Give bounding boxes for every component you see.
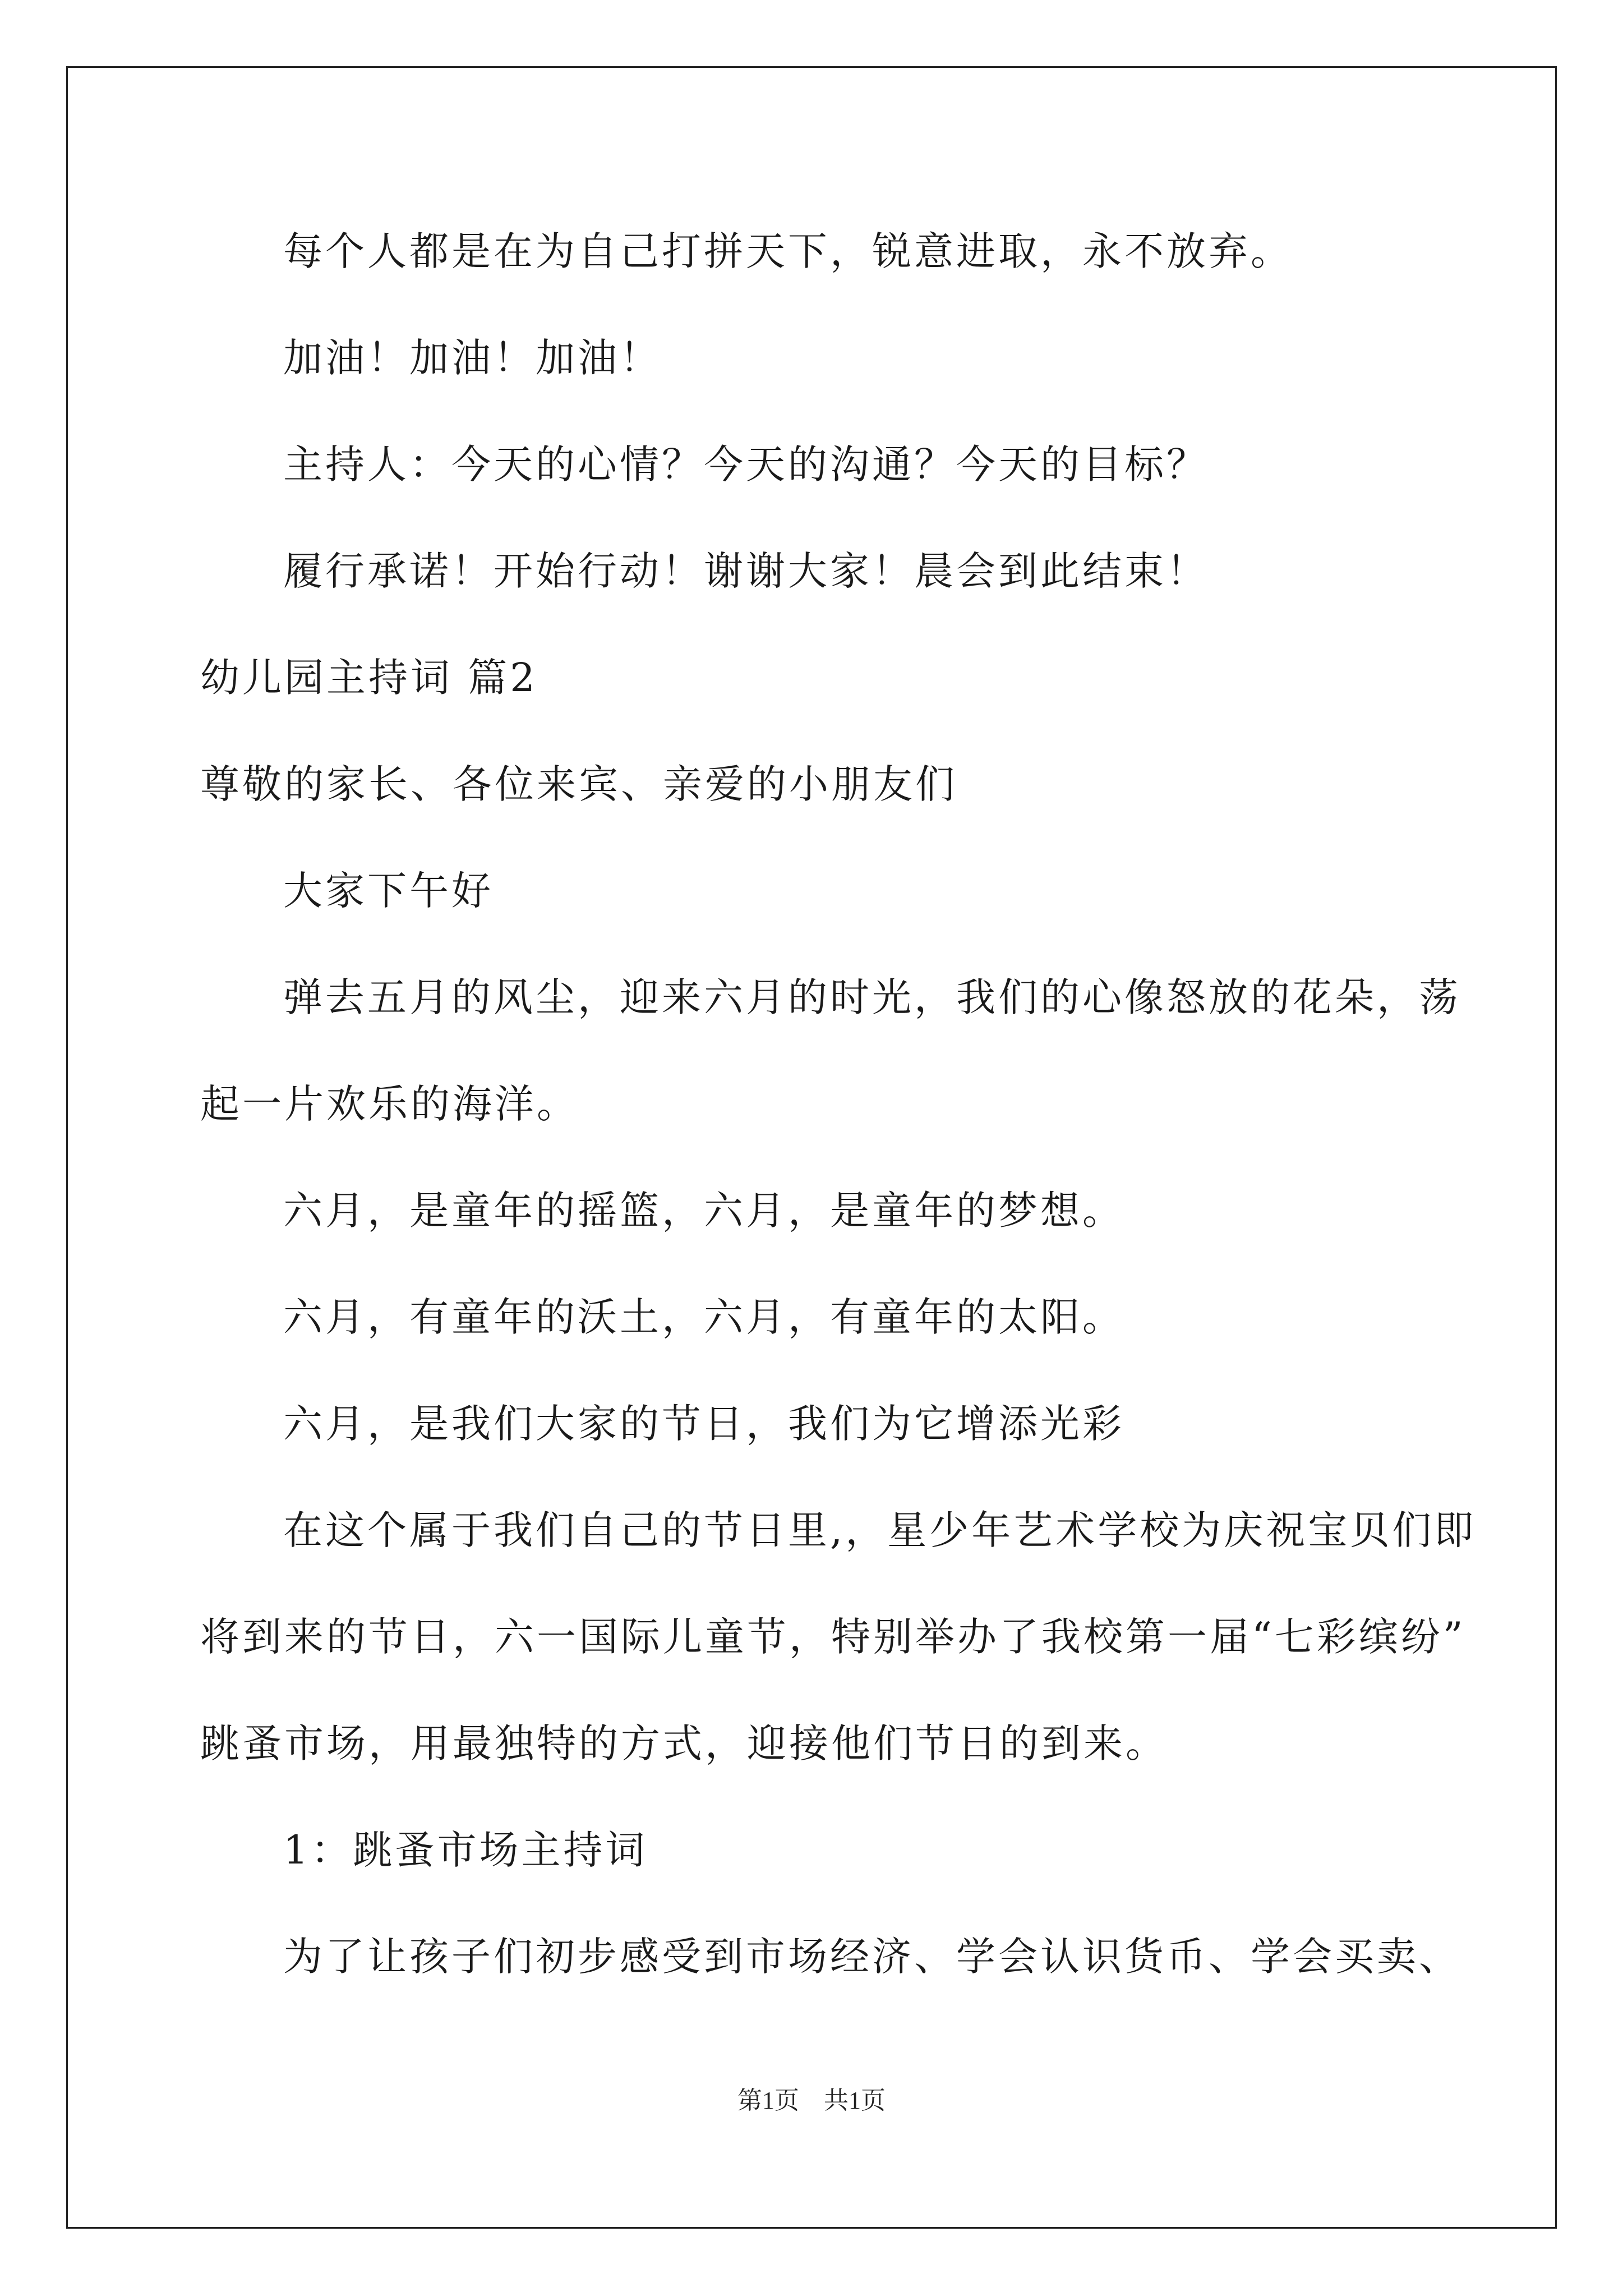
paragraph: 弹去五月的风尘，迎来六月的时光，我们的心像怒放的花朵，荡: [283, 974, 1461, 1020]
section-heading: 幼儿园主持词 篇2: [200, 655, 538, 701]
page-footer: 第1页 共1页: [737, 2087, 886, 2114]
paragraph: 每个人都是在为自己打拼天下，锐意进取，永不放弃。: [283, 228, 1293, 274]
paragraph: 主持人：今天的心情？今天的沟通？今天的目标？: [283, 441, 1209, 487]
paragraph: 尊敬的家长、各位来宾、亲爱的小朋友们: [200, 761, 957, 807]
paragraph-continuation: 起一片欢乐的海洋。: [200, 1081, 579, 1127]
paragraph: 在这个属于我们自己的节日里,，星少年艺术学校为庆祝宝贝们即: [283, 1507, 1477, 1553]
paragraph: 1：跳蚤市场主持词: [283, 1827, 648, 1873]
paragraph-continuation: 将到来的节日，六一国际儿童节，特别举办了我校第一届“七彩缤纷”: [200, 1614, 1466, 1660]
paragraph: 为了让孩子们初步感受到市场经济、学会认识货币、学会买卖、: [283, 1934, 1461, 1980]
page-border: [66, 66, 1557, 2229]
paragraph: 六月，是童年的摇篮，六月，是童年的梦想。: [283, 1188, 1124, 1234]
paragraph: 大家下午好: [283, 868, 494, 914]
paragraph: 六月，有童年的沃土，六月，有童年的太阳。: [283, 1294, 1124, 1340]
paragraph: 六月，是我们大家的节日，我们为它增添光彩: [283, 1401, 1124, 1447]
paragraph-continuation: 跳蚤市场，用最独特的方式，迎接他们节日的到来。: [200, 1720, 1168, 1766]
paragraph: 加油！加油！加油！: [283, 335, 662, 381]
paragraph: 履行承诺！开始行动！谢谢大家！晨会到此结束！: [283, 548, 1209, 594]
